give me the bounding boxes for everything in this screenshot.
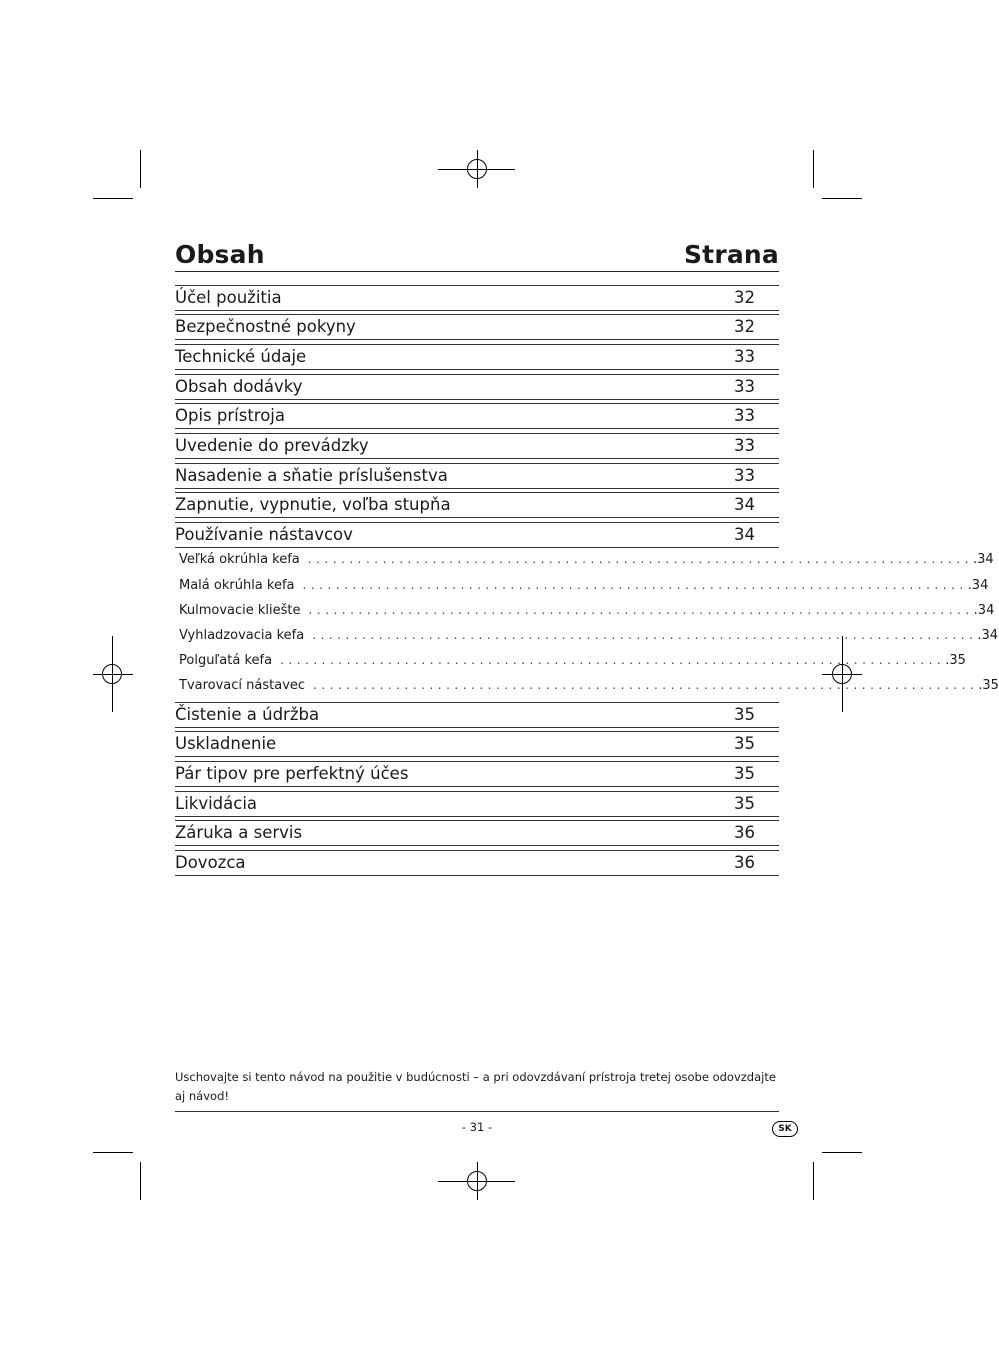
toc-entry-page: 32 bbox=[734, 288, 755, 307]
crop-mark bbox=[140, 150, 141, 188]
crop-mark bbox=[140, 1162, 141, 1200]
toc-entry[interactable] bbox=[175, 344, 779, 370]
toc-subentry[interactable] bbox=[179, 550, 994, 569]
registration-circle bbox=[102, 664, 122, 684]
dot-leader: ................................................................................ bbox=[307, 552, 973, 566]
toc-entry-label: Používanie nástavcov bbox=[175, 525, 353, 544]
toc-entry[interactable] bbox=[175, 820, 779, 846]
crop-mark bbox=[822, 198, 862, 199]
footer-note: Uschovajte si tento návod na použitie v budúcnosti – a pri odovzdávaní prístroja tretej osobe odovzdajte aj návod! bbox=[175, 1070, 776, 1103]
header-rule bbox=[175, 271, 779, 272]
language-badge: SK bbox=[772, 1121, 798, 1137]
crop-mark bbox=[822, 1152, 862, 1153]
toc-entry-label: Dovozca bbox=[175, 853, 246, 872]
toc-entry[interactable] bbox=[175, 463, 779, 489]
page-heading: Strana bbox=[683, 240, 779, 269]
toc-entry-label: Zapnutie, vypnutie, voľba stupňa bbox=[175, 495, 451, 514]
toc-entry-page: 35 bbox=[734, 705, 755, 724]
toc-entry-page: 32 bbox=[734, 317, 755, 336]
toc-entry-label: Uvedenie do prevádzky bbox=[175, 436, 369, 455]
toc-entry[interactable] bbox=[175, 761, 779, 787]
toc-entry-label: Čistenie a údržba bbox=[175, 705, 320, 724]
toc-subentry[interactable] bbox=[179, 651, 966, 670]
toc-entry[interactable] bbox=[175, 702, 779, 728]
registration-circle bbox=[467, 159, 487, 179]
toc-entry[interactable] bbox=[175, 433, 779, 459]
toc-entry-label: Nasadenie a sňatie príslušenstva bbox=[175, 466, 448, 485]
dot-leader: ................................................................................ bbox=[302, 578, 968, 592]
toc-subentry-label: Tvarovací nástavec bbox=[179, 678, 306, 693]
dot-leader: ................................................................................ bbox=[312, 628, 978, 642]
toc-subentry-label: Kulmovacie kliešte bbox=[179, 603, 301, 618]
toc-subentry[interactable] bbox=[179, 601, 995, 620]
toc-entry-page: 36 bbox=[734, 853, 755, 872]
toc-entry-label: Záruka a servis bbox=[175, 823, 303, 842]
toc-entry[interactable] bbox=[175, 285, 779, 311]
toc-entry-page: 33 bbox=[734, 466, 755, 485]
toc-subentry-page: .34 bbox=[973, 603, 995, 618]
registration-circle bbox=[467, 1171, 487, 1191]
toc-subentry-label: Malá okrúhla kefa bbox=[179, 578, 295, 593]
toc-subentry[interactable] bbox=[179, 576, 989, 595]
toc-entry-page: 33 bbox=[734, 347, 755, 366]
crop-mark bbox=[93, 198, 133, 199]
toc-subentry-page: .35 bbox=[978, 678, 999, 693]
toc-entry-label: Obsah dodávky bbox=[175, 377, 303, 396]
toc-entry[interactable] bbox=[175, 314, 779, 340]
dot-leader: ................................................................................ bbox=[308, 603, 974, 617]
toc-entry-page: 35 bbox=[734, 794, 755, 813]
crop-mark bbox=[93, 1152, 133, 1153]
dot-leader: ................................................................................ bbox=[280, 653, 946, 667]
toc-entry[interactable] bbox=[175, 522, 779, 548]
toc-subentry-label: Vyhladzovacia kefa bbox=[179, 628, 305, 643]
toc-subentry-label: Polguľatá kefa bbox=[179, 653, 273, 668]
toc-subentry[interactable] bbox=[179, 676, 999, 695]
toc-entry-label: Technické údaje bbox=[175, 347, 307, 366]
crop-mark bbox=[813, 1162, 814, 1200]
crop-mark bbox=[813, 150, 814, 188]
toc-entry-label: Bezpečnostné pokyny bbox=[175, 317, 356, 336]
toc-entry[interactable] bbox=[175, 374, 779, 400]
toc-entry-label: Likvidácia bbox=[175, 794, 258, 813]
toc-subentry-page: .34 bbox=[972, 552, 994, 567]
toc-entry-page: 35 bbox=[734, 734, 755, 753]
toc-entry-page: 34 bbox=[734, 495, 755, 514]
toc-entry-page: 33 bbox=[734, 436, 755, 455]
toc-entry-page: 33 bbox=[734, 406, 755, 425]
toc-entry-page: 33 bbox=[734, 377, 755, 396]
contents-heading: Obsah bbox=[175, 240, 265, 269]
toc-entry[interactable] bbox=[175, 850, 779, 876]
dot-leader: ................................................................................ bbox=[313, 678, 979, 692]
toc-subentry-page: .34 bbox=[967, 578, 989, 593]
page-number: - 31 - bbox=[461, 1120, 493, 1134]
toc-entry[interactable] bbox=[175, 403, 779, 429]
toc-entry-label: Uskladnenie bbox=[175, 734, 277, 753]
footer-rule bbox=[175, 1111, 779, 1112]
toc-entry[interactable] bbox=[175, 791, 779, 817]
toc-entry-page: 36 bbox=[734, 823, 755, 842]
toc-subentry[interactable] bbox=[179, 626, 999, 645]
toc-subentry-label: Veľká okrúhla kefa bbox=[179, 552, 300, 567]
toc-entry-label: Pár tipov pre perfektný účes bbox=[175, 764, 409, 783]
toc-entry-label: Opis prístroja bbox=[175, 406, 286, 425]
toc-entry-page: 34 bbox=[734, 525, 755, 544]
toc-subentry-page: .35 bbox=[945, 653, 966, 668]
toc-entry[interactable] bbox=[175, 492, 779, 518]
toc-subentry-page: .34 bbox=[977, 628, 999, 643]
toc-entry-page: 35 bbox=[734, 764, 755, 783]
toc-entry-label: Účel použitia bbox=[175, 288, 282, 307]
toc-entry[interactable] bbox=[175, 731, 779, 757]
